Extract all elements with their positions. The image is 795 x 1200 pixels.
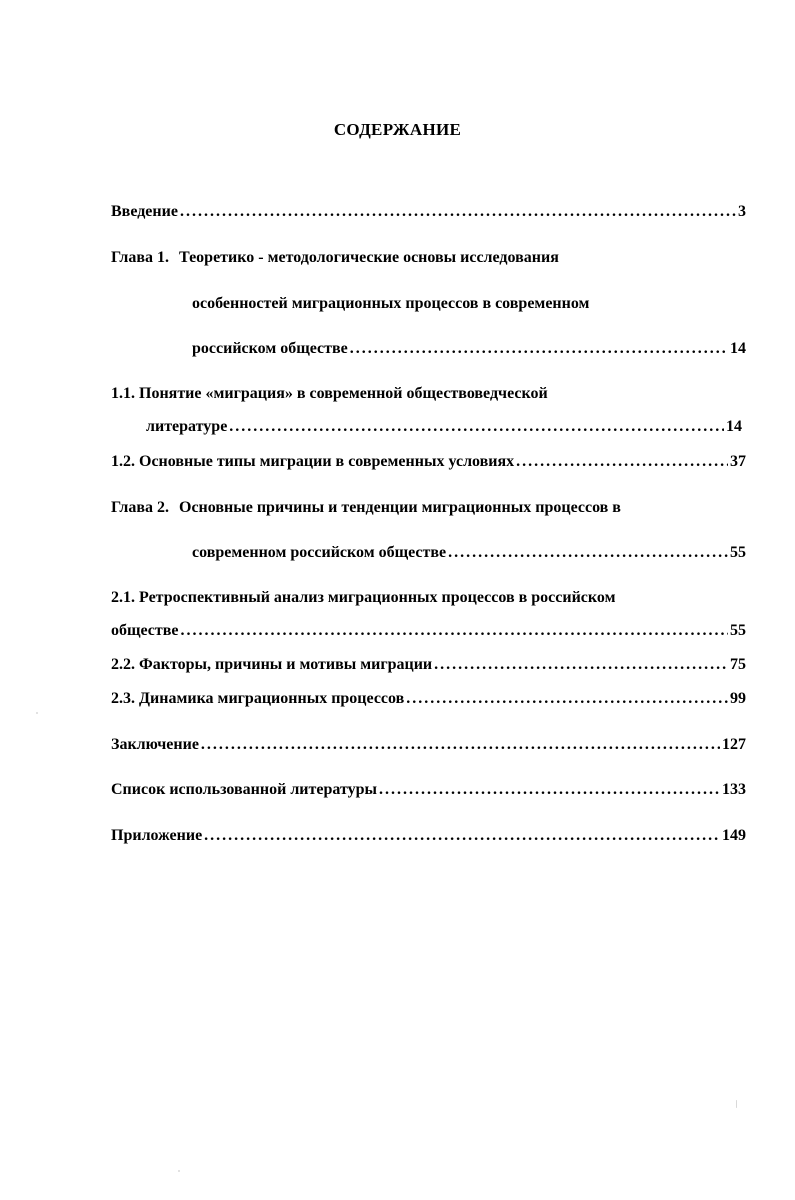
toc-label: обществе [111,622,179,639]
toc-entry-chapter-2-line-2 [192,543,746,563]
toc-leader [379,780,720,800]
toc-leader [204,826,720,846]
toc-label: Введение [111,203,178,220]
toc-page-number: 14 [730,340,746,357]
toc-leader [434,655,728,675]
toc-leader [406,689,728,709]
scan-speck [736,1100,737,1108]
toc-entry-section-2-1-line-2 [111,621,746,641]
toc-entry-references [111,780,746,800]
toc-entry-section-1-1-line-1: 1.1. Понятие «миграция» в современной обществоведческой [111,385,548,402]
chapter-title: Основные причины и тенденции миграционных процессов в [179,499,621,516]
toc-page-number: 75 [730,656,746,673]
toc-page-number: 3 [738,203,746,220]
chapter-title: Теоретико - методологические основы исследования [179,249,559,266]
toc-leader [516,452,728,472]
toc-page-number: 14 [726,418,742,435]
toc-leader [201,735,720,755]
toc-entry-intro [111,202,746,222]
toc-page-number: 149 [722,827,746,844]
toc-label: российском обществе [192,340,348,357]
toc-entry-chapter-1-line-1 [111,248,746,268]
toc-entry-section-1-1-line-2 [146,417,742,437]
toc-leader [448,543,728,563]
toc-entry-section-2-2 [111,655,746,675]
toc-page-number: 55 [730,544,746,561]
toc-entry-section-2-1-line-1: 2.1. Ретроспективный анализ миграционных процессов в российском [111,589,616,606]
toc-entry-chapter-2-line-1 [111,498,746,518]
toc-page-number: 37 [730,453,746,470]
toc-entry-section-1-2 [111,452,746,472]
toc-label: 2.2. Факторы, причины и мотивы миграции [111,656,433,673]
toc-label: 2.3. Динамика миграционных процессов [111,690,405,707]
toc-leader [181,621,728,641]
toc-page-number: 127 [722,736,746,753]
toc-leader [229,417,724,437]
toc-entry-section-2-3 [111,689,746,709]
toc-label: литературе [146,418,228,435]
toc-label: современном российском обществе [192,544,447,561]
toc-leader [180,202,736,222]
chapter-label: Глава 2. [111,499,169,516]
toc-entry-conclusion [111,735,746,755]
page-title: СОДЕРЖАНИЕ [333,120,462,139]
toc-label: Приложение [111,827,203,844]
toc-entry-appendix [111,826,746,846]
toc-page-number: 99 [730,690,746,707]
toc-entry-chapter-1-line-2: особенностей миграционных процессов в современном [192,295,590,312]
toc-label: Заключение [111,736,199,753]
chapter-label: Глава 1. [111,249,169,266]
scan-speck [36,712,38,714]
toc-page-number: 55 [730,622,746,639]
toc-label: 1.2. Основные типы миграции в современных условиях [111,453,515,470]
toc-label: Список использованной литературы [111,781,377,798]
scan-speck [178,1170,180,1172]
toc-entry-chapter-1-line-3 [192,339,746,359]
toc-page-number: 133 [722,781,746,798]
toc-leader [350,339,728,359]
